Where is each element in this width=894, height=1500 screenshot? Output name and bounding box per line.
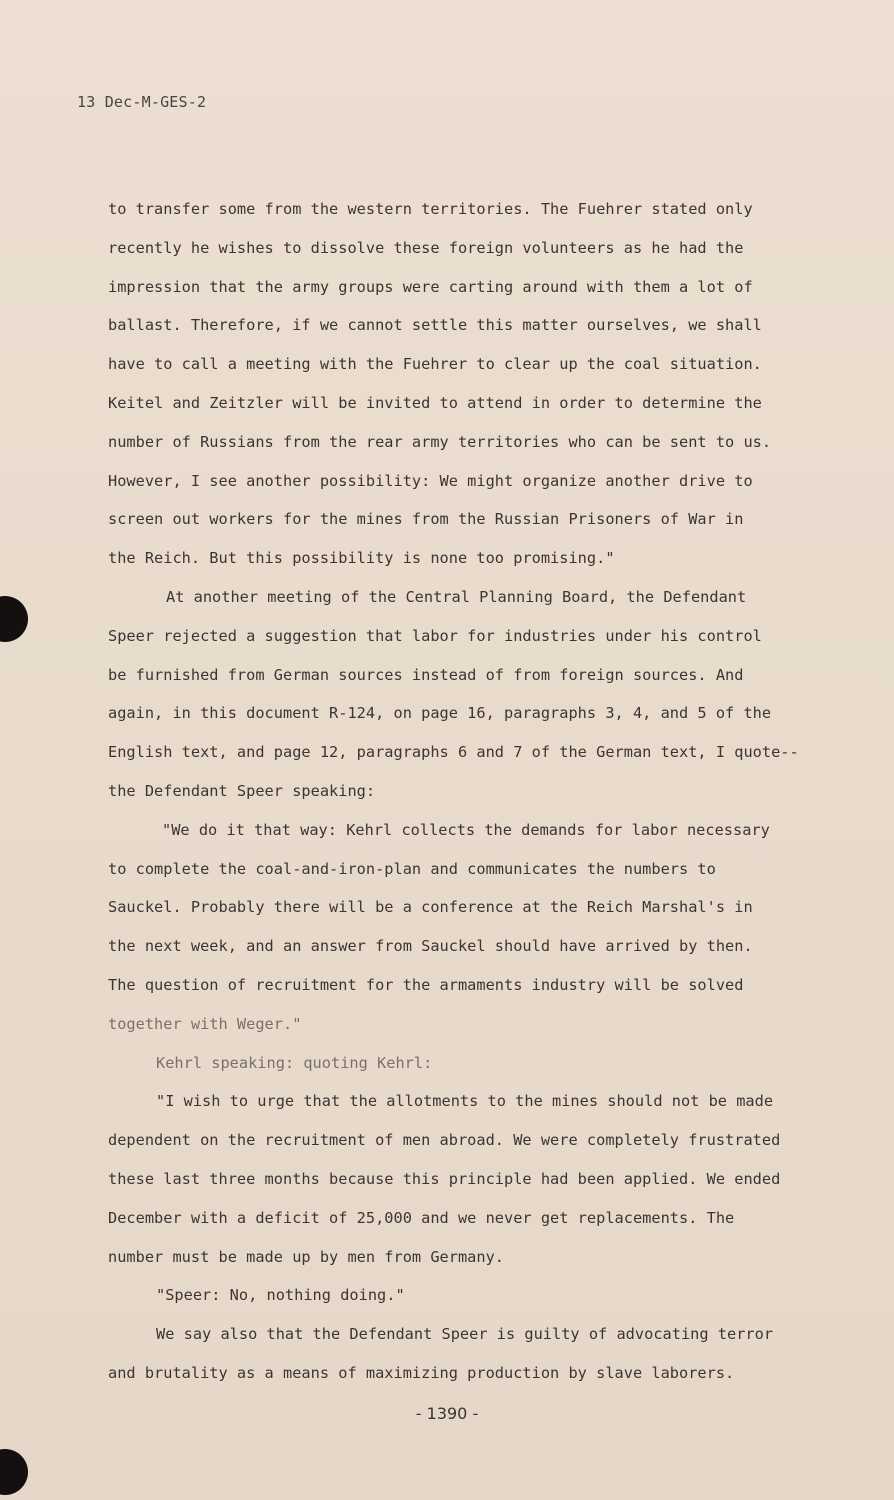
text-line: dependent on the recruitment of men abroad. We were completely frustrated bbox=[108, 1131, 781, 1150]
text-line: again, in this document R-124, on page 16, paragraphs 3, 4, and 5 of the bbox=[108, 704, 772, 723]
text-line: However, I see another possibility: We might organize another drive to bbox=[108, 471, 753, 490]
text-line: number of Russians from the rear army territories who can be sent to us. bbox=[108, 432, 772, 451]
punch-hole-bottom bbox=[0, 1449, 28, 1495]
text-line: Speer rejected a suggestion that labor for industries under his control bbox=[108, 626, 762, 645]
text-line: "We do it that way: Kehrl collects the demands for labor necessary bbox=[162, 820, 770, 839]
punch-hole-top bbox=[0, 596, 28, 642]
text-line: have to call a meeting with the Fuehrer to clear up the coal situation. bbox=[108, 355, 762, 374]
text-line: number must be made up by men from Germany. bbox=[108, 1247, 505, 1266]
text-line: "Speer: No, nothing doing." bbox=[156, 1286, 405, 1305]
text-line: The question of recruitment for the armaments industry will be solved bbox=[108, 975, 744, 994]
text-line: and brutality as a means of maximizing production by slave laborers. bbox=[108, 1363, 735, 1382]
text-line: these last three months because this principle had been applied. We ended bbox=[108, 1169, 781, 1188]
text-line: impression that the army groups were carting around with them a lot of bbox=[108, 277, 753, 296]
text-line: Sauckel. Probably there will be a conference at the Reich Marshal's in bbox=[108, 898, 753, 917]
text-line: screen out workers for the mines from the Russian Prisoners of War in bbox=[108, 510, 744, 529]
text-line: "I wish to urge that the allotments to the mines should not be made bbox=[156, 1092, 774, 1111]
text-line: English text, and page 12, paragraphs 6 and 7 of the German text, I quote-- bbox=[108, 743, 799, 762]
text-line: the next week, and an answer from Sauckel should have arrived by then. bbox=[108, 937, 753, 956]
text-line: to complete the coal-and-iron-plan and communicates the numbers to bbox=[108, 859, 716, 878]
text-line: together with Weger." bbox=[108, 1014, 302, 1033]
text-line: Kehrl speaking: quoting Kehrl: bbox=[156, 1053, 433, 1072]
text-line: be furnished from German sources instead of from foreign sources. And bbox=[108, 665, 744, 684]
text-line: recently he wishes to dissolve these foreign volunteers as he had the bbox=[108, 238, 744, 257]
text-line: We say also that the Defendant Speer is guilty of advocating terror bbox=[156, 1325, 774, 1344]
text-line: December with a deficit of 25,000 and we never get replacements. The bbox=[108, 1208, 735, 1227]
document-reference: 13 Dec-M-GES-2 bbox=[77, 93, 207, 111]
text-line: to transfer some from the western territories. The Fuehrer stated only bbox=[108, 200, 753, 218]
text-line: the Reich. But this possibility is none too promising." bbox=[108, 549, 615, 568]
page-number: - 1390 - bbox=[415, 1404, 479, 1423]
text-line: At another meeting of the Central Planning Board, the Defendant bbox=[166, 587, 747, 606]
text-line: the Defendant Speer speaking: bbox=[108, 781, 376, 800]
text-line: Keitel and Zeitzler will be invited to attend in order to determine the bbox=[108, 393, 762, 412]
body-text bbox=[108, 190, 828, 1393]
text-line: ballast. Therefore, if we cannot settle this matter ourselves, we shall bbox=[108, 316, 762, 335]
